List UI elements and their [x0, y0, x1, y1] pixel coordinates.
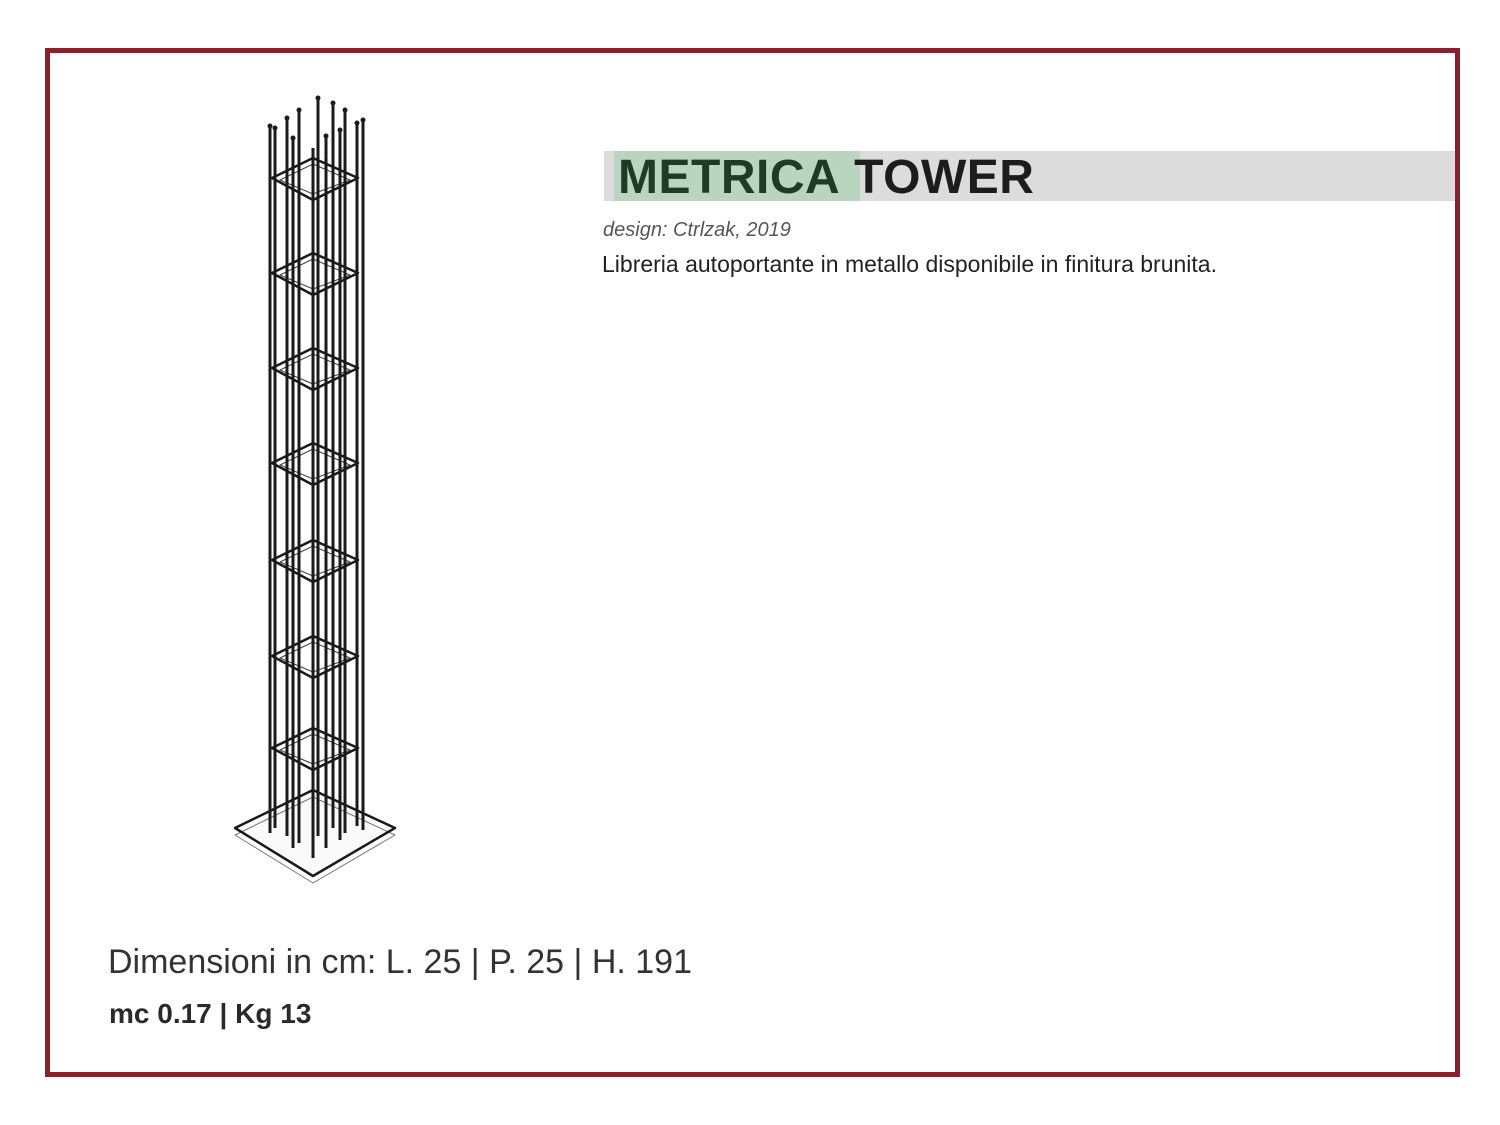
product-title-second: TOWER — [854, 151, 1035, 204]
product-title — [618, 151, 1035, 204]
metal-tower-bookshelf-icon — [220, 88, 450, 888]
product-card — [45, 48, 1460, 1077]
design-credit: design: Ctrlzak, 2019 — [603, 219, 791, 241]
product-dimensions: Dimensioni in cm: L. 25 | P. 25 | H. 191 — [108, 943, 692, 981]
product-specs: mc 0.17 | Kg 13 — [109, 998, 312, 1029]
product-description: Libreria autoportante in metallo disponibile in finitura brunita. — [602, 251, 1217, 277]
product-title-first: METRICA — [618, 151, 841, 204]
